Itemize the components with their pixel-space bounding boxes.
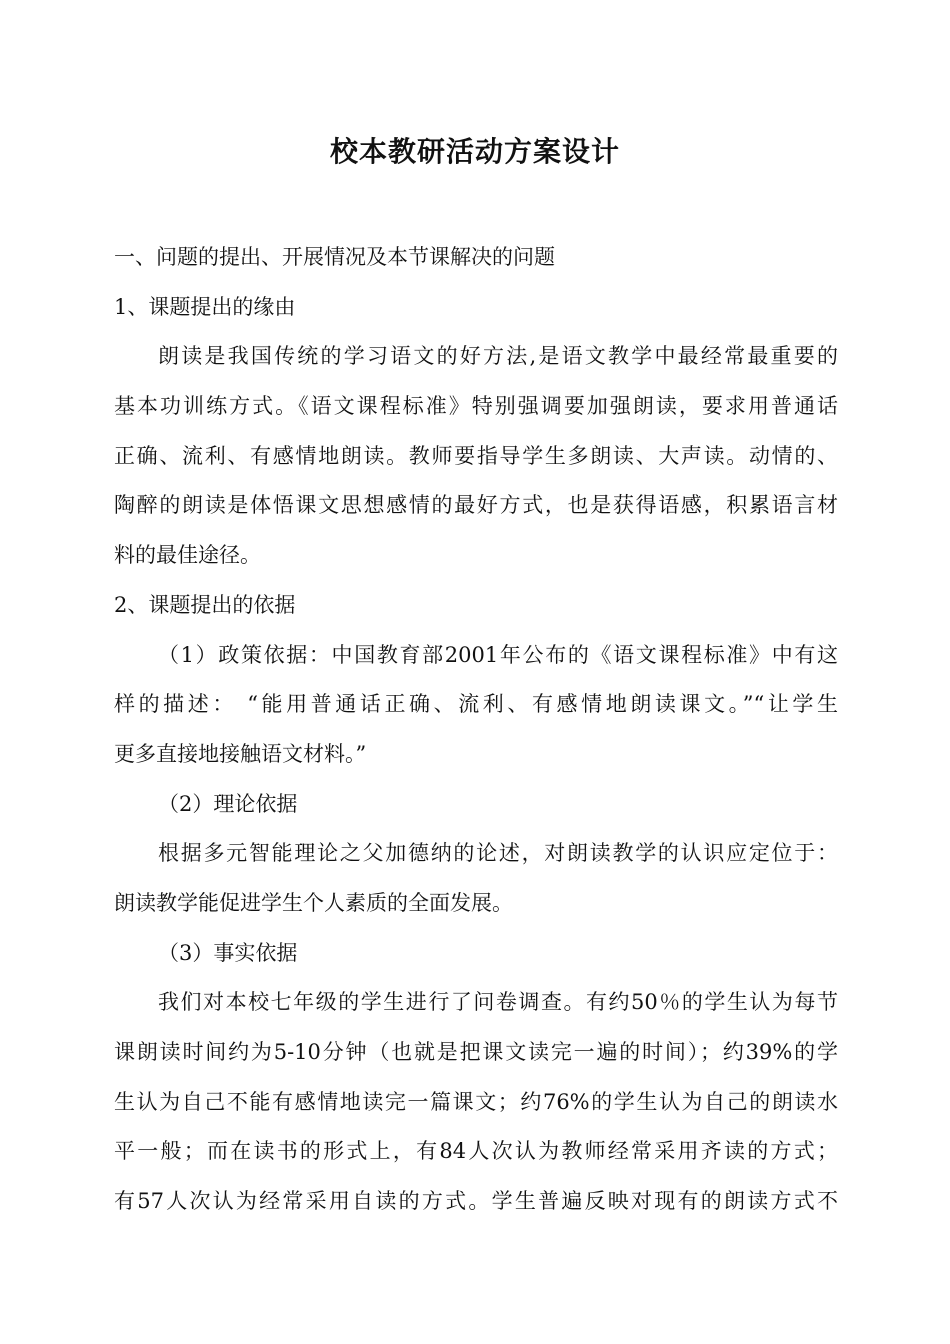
paragraph-line: 课朗读时间约为5-10分钟（也就是把课文读完一遍的时间）；约39%的学 <box>114 1040 838 1064</box>
paragraph-line: 有57人次认为经常采用自读的方式。学生普遍反映对现有的朗读方式不 <box>114 1189 838 1214</box>
paragraph-line: 我们对本校七年级的学生进行了问卷调查。有约50％的学生认为每节 <box>158 990 838 1015</box>
subsection-heading-1: 1、课题提出的缘由 <box>114 294 296 319</box>
paragraph-line: 生认为自己不能有感情地读完一篇课文；约76%的学生认为自己的朗读水 <box>114 1089 838 1114</box>
paragraph-line: 平一般；而在读书的形式上，有84人次认为教师经常采用齐读的方式； <box>114 1139 838 1164</box>
paragraph-line: 样的描述： “能用普通话正确、流利、有感情地朗读课文。”“让学生 <box>114 692 838 717</box>
paragraph-line: 根据多元智能理论之父加德纳的论述，对朗读教学的认识应定位于： <box>158 841 838 866</box>
document-body <box>114 233 838 1227</box>
item-heading-theory: （2）理论依据 <box>158 791 298 816</box>
paragraph-line: 朗读是我国传统的学习语文的好方法,是语文教学中最经常最重要的 <box>158 344 838 369</box>
paragraph-line: 更多直接地接触语文材料。” <box>114 741 367 766</box>
subsection-heading-2: 2、课题提出的依据 <box>114 592 296 617</box>
paragraph-line: 料的最佳途径。 <box>114 543 261 568</box>
item-heading-fact: （3）事实依据 <box>158 940 298 965</box>
section-heading-1: 一、问题的提出、开展情况及本节课解决的问题 <box>114 245 555 269</box>
paragraph-line: （1）政策依据：中国教育部2001年公布的《语文课程标准》中有这 <box>158 642 838 667</box>
paragraph-line: 基本功训练方式。《语文课程标准》特别强调要加强朗读，要求用普通话 <box>114 394 838 419</box>
paragraph-line: 朗读教学能促进学生个人素质的全面发展。 <box>114 890 513 915</box>
paragraph-line: 正确、流利、有感情地朗读。教师要指导学生多朗读、大声读。动情的、 <box>114 443 838 468</box>
document-title: 校本教研活动方案设计 <box>329 135 620 168</box>
paragraph-line: 陶醉的朗读是体悟课文思想感情的最好方式，也是获得语感，积累语言材 <box>114 493 838 518</box>
